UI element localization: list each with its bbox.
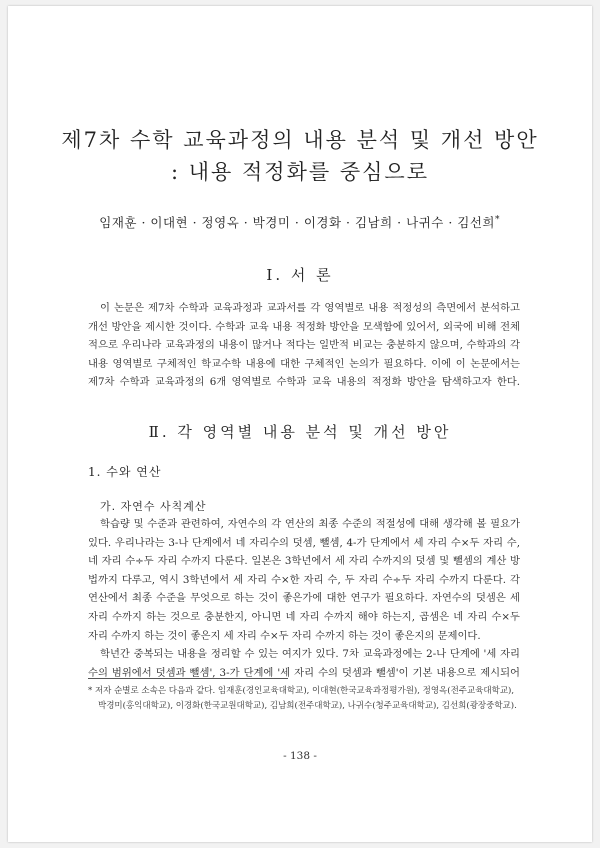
paper-page [8, 6, 592, 842]
section-heading-introduction: Ⅰ. 서 론 [266, 266, 334, 284]
section-heading-analysis: Ⅱ. 각 영역별 내용 분석 및 개선 방안 [148, 423, 452, 441]
author-list [99, 213, 500, 231]
paragraph-line: 개선 방안을 제시한 것이다. 수학과 교육 내용 적정화 방안을 모색함에 있어서, 외국에 비해 전체 [88, 320, 520, 333]
author-names: 임재훈 · 이대현 · 정영옥 · 박경미 · 이경화 · 김남희 · 나귀수 · 김선희 [99, 215, 495, 230]
paragraph-line: 네 자리 수÷두 자리 수까지 다룬다. 일본은 3학년에서 세 자리 수까지의 덧셈 및 뺄셈의 계산 방 [88, 555, 520, 568]
footnote [88, 684, 520, 714]
paragraph-line: 자리 수까지 하는 것으로 충분한지, 아니면 네 자리 수까지 해야 하는지, 곱셈은 네 자리 수×두 [88, 610, 520, 623]
paragraph-line: 법까지 다루고, 역시 3학년에서 세 자리 수×한 자리 수, 두 자리 수÷두 자리 수까지 다룬다. 각 [88, 573, 520, 586]
footnote-line: * 저자 순별로 소속은 다음과 같다. 임재훈(경인교육대학교), 이대현(한국교육과정평가원), 정영옥(전주교육대학교), [88, 686, 515, 696]
author-footnote-mark: * [495, 214, 500, 225]
paragraph-line: 연산에서 최종 수준을 무엇으로 하는 것이 좋은가에 대한 연구가 필요하다. 자연수의 덧셈은 세 [88, 592, 520, 605]
footnote-divider [88, 678, 288, 679]
paper-subtitle: : 내용 적정화를 중심으로 [171, 160, 429, 184]
paragraph-line: 내용 영역별로 구체적인 학교수학 내용에 대한 구체적인 논의가 필요하다. 이에 이 논문에서는 [88, 357, 520, 370]
paragraph-line: 학습량 및 수준과 관련하여, 자연수의 각 연산의 최종 수준의 적절성에 대해 생각해 볼 필요가 [100, 518, 520, 530]
paragraph-line: 자리 수까지 하는 것이 좋은지 세 자리 수×두 자리 수까지 하는 것이 좋은지의 문제이다. [88, 629, 481, 642]
paragraph-line: 적으로 우리나라 교육과정의 내용이 많거나 적다는 일반적 비교는 충분하지 않으며, 수학과의 각 [88, 339, 520, 352]
body-paragraph [88, 515, 520, 682]
paragraph-line: 있다. 우리나라는 3-나 단계에서 네 자리수의 덧셈, 뺄셈, 4-가 단계에서 세 자리 수×두 자리 수, [88, 536, 520, 549]
paragraph-line: 제7차 수학과 교육과정의 6개 영역별로 수학과 교육 내용의 적정화 방안을 탐색하고자 한다. [88, 376, 520, 389]
introduction-paragraph [88, 299, 520, 392]
page-number: - 138 - [283, 750, 317, 762]
paper-title: 제7차 수학 교육과정의 내용 분석 및 개선 방안 [61, 128, 539, 152]
paragraph-line: 학년간 중복되는 내용을 정리할 수 있는 여지가 있다. 7차 교육과정에는 2-나 단계에 '세 자리 [100, 648, 520, 661]
paragraph-line: 이 논문은 제7차 수학과 교육과정과 교과서를 각 영역별로 내용 적정성의 측면에서 분석하고 [100, 302, 520, 314]
subsubsection-heading: 가. 자연수 사칙계산 [100, 500, 207, 513]
subsection-heading: 1. 수와 연산 [88, 465, 162, 479]
paragraph-line: 수의 범위에서 덧셈과 뺄셈', 3-가 단계에 '세 자리 수의 덧셈과 뺄셈'이 기본 내용으로 제시되어 [88, 666, 520, 679]
footnote-line: 박경미(홍익대학교), 이경화(한국교원대학교), 김남희(전주대학교), 나귀수(청주교육대학교), 김선희(광장중학교). [98, 701, 517, 711]
